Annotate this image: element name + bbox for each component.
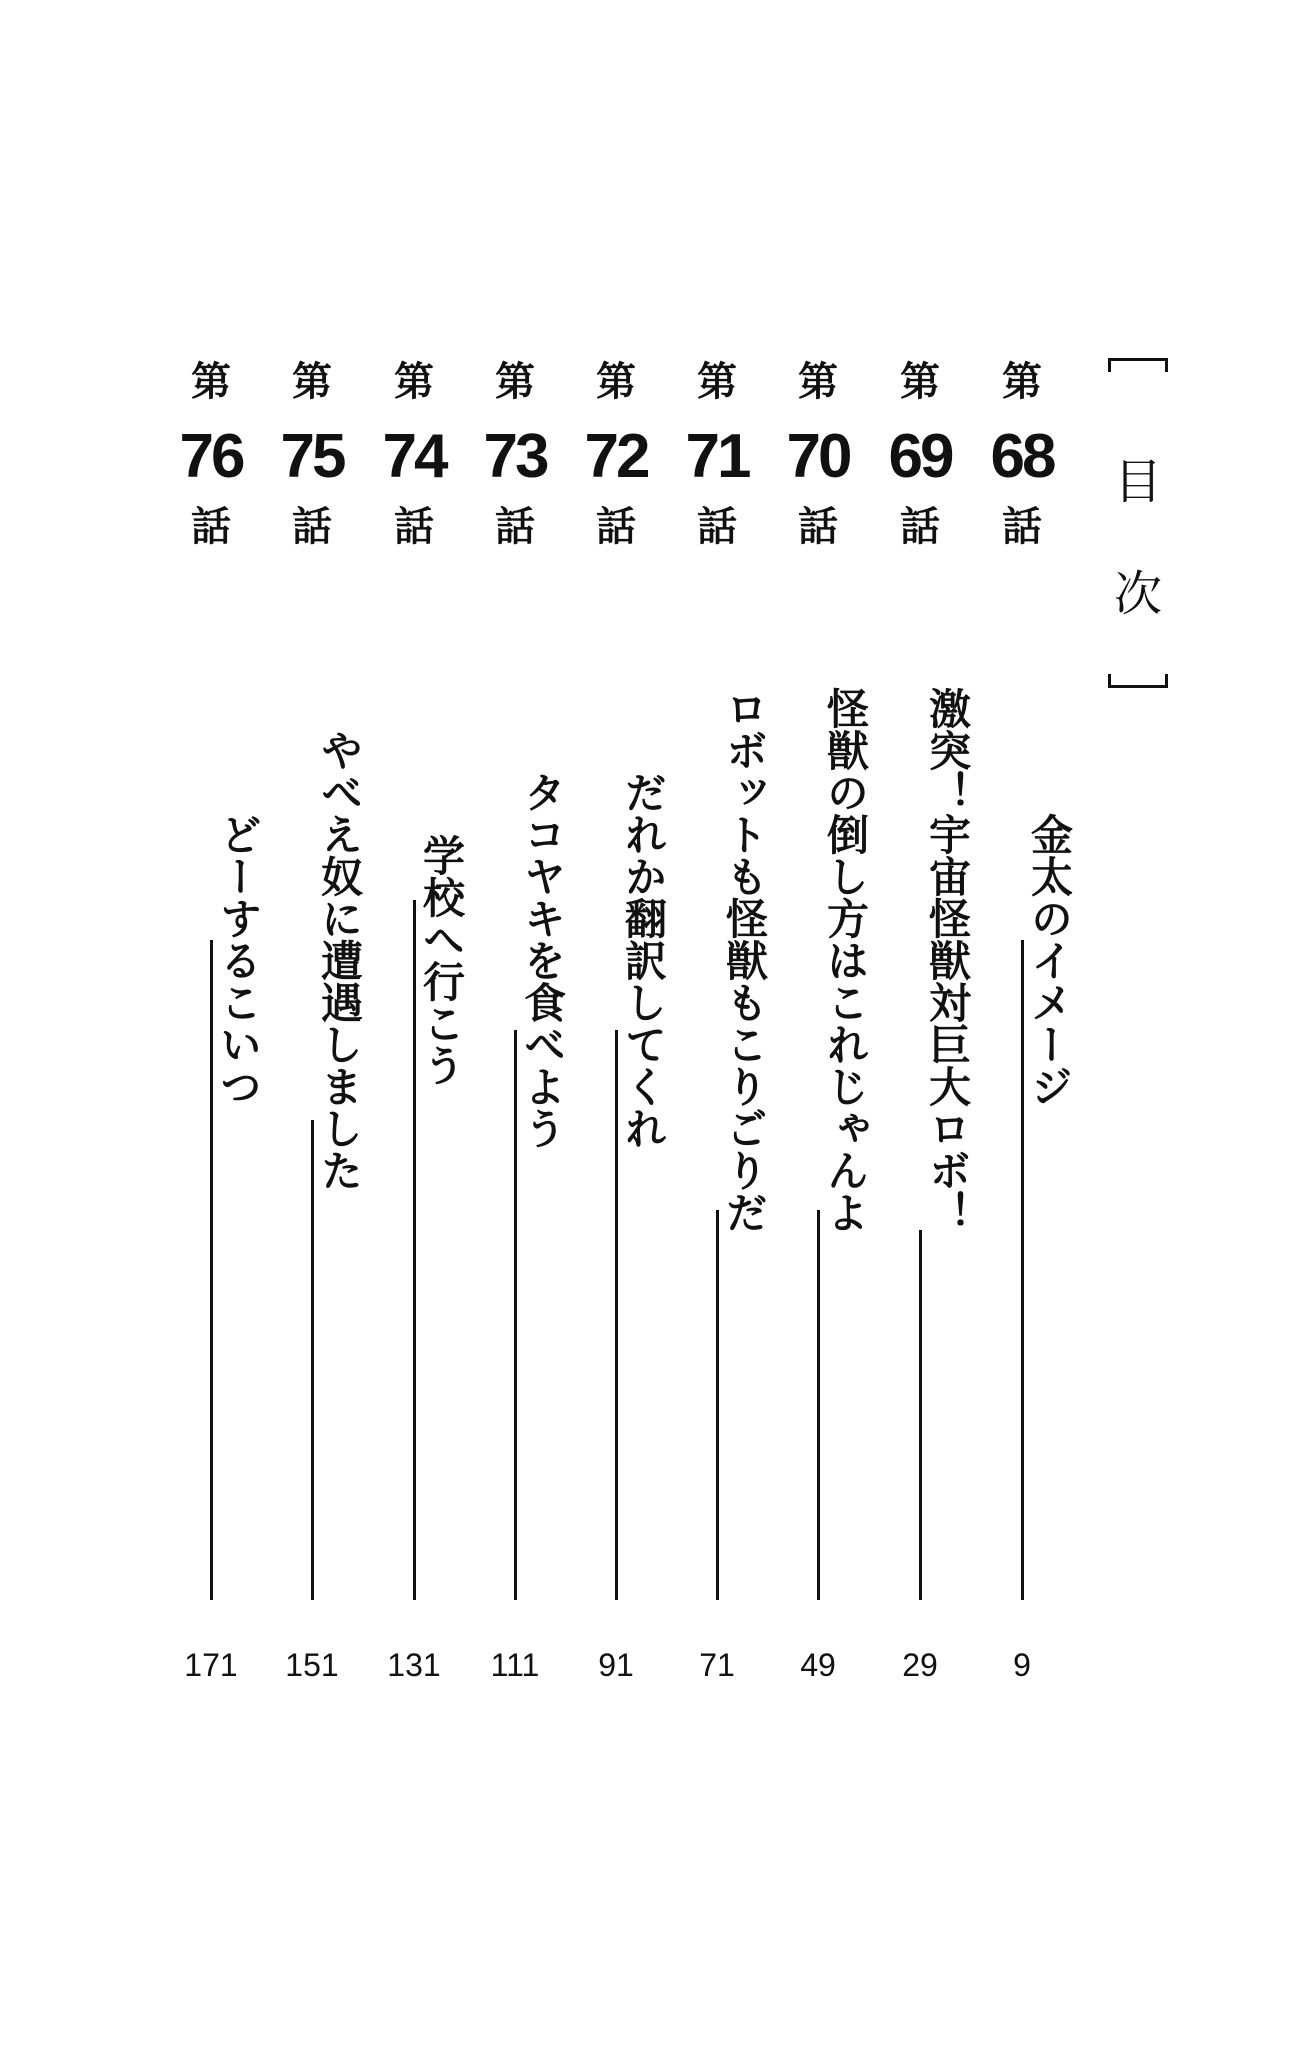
entry-title: タコヤキを食べよう bbox=[518, 771, 567, 1149]
toc-entry-73[interactable] bbox=[465, 360, 565, 1700]
entry-wa: 話 bbox=[1002, 504, 1042, 550]
leader-line bbox=[210, 940, 213, 1600]
leader-line bbox=[1021, 940, 1024, 1600]
entry-page: 71 bbox=[699, 1647, 735, 1683]
entry-wa: 話 bbox=[596, 504, 636, 550]
heading-char-2: 次 bbox=[1113, 566, 1162, 622]
toc-entry-70[interactable] bbox=[768, 360, 868, 1700]
entry-wa: 話 bbox=[798, 504, 838, 550]
toc-entry-75[interactable] bbox=[262, 360, 362, 1700]
entry-dai: 第 bbox=[1002, 359, 1042, 405]
heading-bracket-bottom bbox=[1108, 674, 1168, 688]
leader-line bbox=[716, 1210, 719, 1600]
entry-title: 金太のイメージ bbox=[1025, 813, 1074, 1107]
toc-entry-68[interactable] bbox=[972, 360, 1072, 1700]
entry-dai: 第 bbox=[596, 359, 636, 405]
entry-page: 131 bbox=[387, 1647, 441, 1683]
entry-page: 29 bbox=[902, 1647, 938, 1683]
entry-dai: 第 bbox=[292, 359, 332, 405]
entry-page: 91 bbox=[598, 1647, 634, 1683]
leader-line bbox=[514, 1030, 517, 1600]
entry-title: 学校へ行こう bbox=[417, 834, 466, 1086]
heading-bracket-top bbox=[1108, 358, 1168, 372]
toc-entry-74[interactable] bbox=[364, 360, 464, 1700]
entry-wa: 話 bbox=[495, 504, 535, 550]
entry-page: 9 bbox=[1013, 1647, 1031, 1683]
leader-line bbox=[311, 1120, 314, 1600]
entry-number: 76 bbox=[179, 422, 243, 491]
leader-line bbox=[919, 1230, 922, 1600]
entry-number: 73 bbox=[483, 422, 547, 491]
heading-text bbox=[1108, 426, 1168, 650]
toc-entry-69[interactable] bbox=[870, 360, 970, 1700]
toc-entry-71[interactable] bbox=[667, 360, 767, 1700]
leader-line bbox=[817, 1210, 820, 1600]
entry-number: 69 bbox=[888, 422, 952, 491]
entry-page: 171 bbox=[184, 1647, 238, 1683]
entry-wa: 話 bbox=[900, 504, 940, 550]
entry-title: どーするこいつ bbox=[214, 813, 263, 1107]
entry-wa: 話 bbox=[394, 504, 434, 550]
entry-page: 49 bbox=[800, 1647, 836, 1683]
entry-wa: 話 bbox=[697, 504, 737, 550]
entry-wa: 話 bbox=[191, 504, 231, 550]
entry-dai: 第 bbox=[495, 359, 535, 405]
entry-title: だれか翻訳してくれ bbox=[619, 771, 668, 1149]
entry-dai: 第 bbox=[697, 359, 737, 405]
leader-line bbox=[615, 1030, 618, 1600]
entry-dai: 第 bbox=[394, 359, 434, 405]
entry-title: やべえ奴に遭遇しました bbox=[315, 729, 364, 1191]
entry-title: 激突！宇宙怪獣対巨大ロボ！ bbox=[923, 687, 972, 1233]
entry-number: 74 bbox=[382, 422, 446, 491]
heading-char-1: 目 bbox=[1113, 454, 1162, 510]
entry-dai: 第 bbox=[191, 359, 231, 405]
entry-number: 70 bbox=[786, 422, 850, 491]
toc-heading bbox=[1108, 358, 1168, 688]
entry-page: 151 bbox=[285, 1647, 339, 1683]
entry-number: 71 bbox=[685, 422, 749, 491]
entry-title: ロボットも怪獣もこりごりだ bbox=[720, 687, 769, 1233]
toc-entry-72[interactable] bbox=[566, 360, 666, 1700]
toc-entry-76[interactable] bbox=[161, 360, 261, 1700]
entry-dai: 第 bbox=[798, 359, 838, 405]
leader-line bbox=[413, 900, 416, 1600]
entry-dai: 第 bbox=[900, 359, 940, 405]
entry-title: 怪獣の倒し方はこれじゃんよ bbox=[821, 687, 870, 1233]
entry-number: 75 bbox=[280, 422, 344, 491]
entry-page: 111 bbox=[490, 1647, 540, 1683]
entry-number: 68 bbox=[990, 422, 1054, 491]
entry-number: 72 bbox=[584, 422, 648, 491]
entry-wa: 話 bbox=[292, 504, 332, 550]
